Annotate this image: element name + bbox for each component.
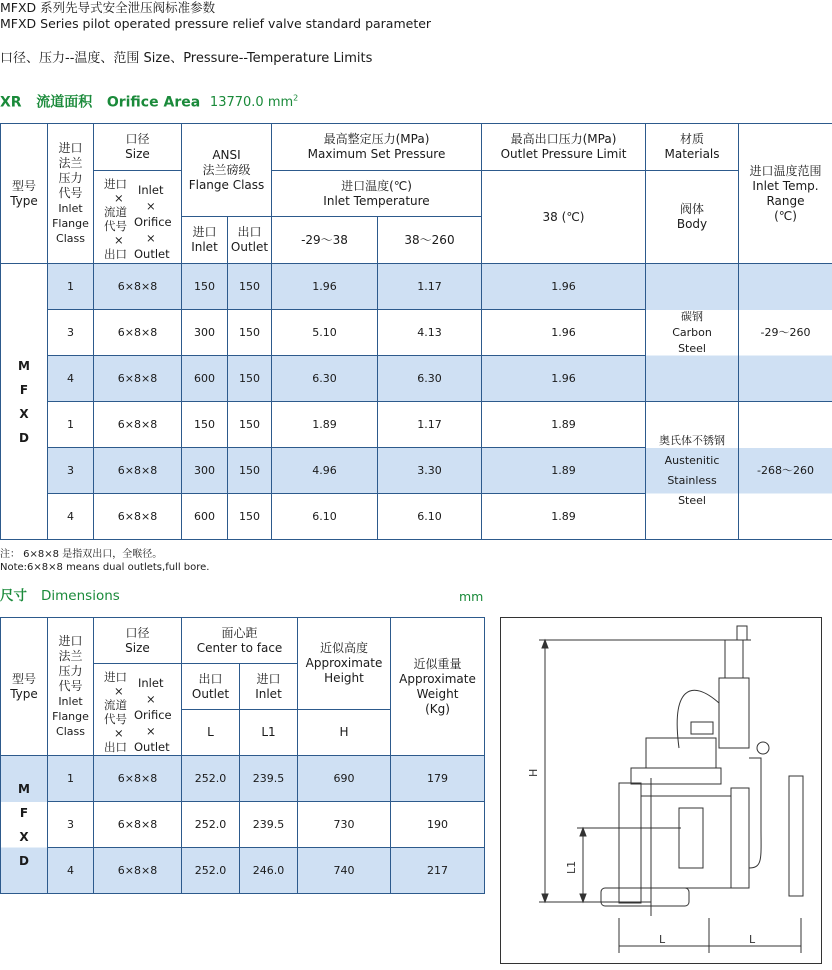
size-cell: 6×8×8	[94, 756, 182, 802]
orifice-cn: 流道面积	[36, 94, 93, 111]
temp2-header: 38～260	[378, 217, 482, 264]
ansi-inlet-header: 进口 Inlet	[182, 217, 228, 264]
outlet-cell: 150	[228, 402, 272, 448]
size-cell: 6×8×8	[94, 402, 182, 448]
H-cell: 740	[298, 848, 391, 894]
H-cell: 730	[298, 802, 391, 848]
outlet-cell: 150	[228, 310, 272, 356]
size-cell: 6×8×8	[94, 264, 182, 310]
parameter-table	[0, 123, 832, 540]
size-header: 口径 Size	[94, 618, 182, 664]
dimensions-title: 尺寸 Dimensions	[0, 588, 120, 604]
W-cell: 217	[391, 848, 485, 894]
p2-cell: 4.13	[378, 310, 482, 356]
outlet-limit-header: 最高出口压力(MPa) Outlet Pressure Limit	[482, 124, 646, 171]
dimensions-unit: mm	[459, 589, 484, 604]
table-row	[1, 402, 832, 448]
outlet-cell: 150	[228, 448, 272, 494]
size-cell: 6×8×8	[94, 848, 182, 894]
flange-header: 进口 法兰 压力 代号 Inlet Flange Class	[48, 618, 94, 756]
inlet-cell: 600	[182, 356, 228, 402]
orifice-value: 13770.0 $mm^2$	[209, 94, 299, 111]
table-row	[1, 756, 485, 802]
dimensions-table	[0, 617, 485, 894]
inlet-header: 进口 Inlet	[240, 664, 298, 710]
p1-cell: 1.89	[272, 402, 378, 448]
p1-cell: 1.96	[272, 264, 378, 310]
p1-cell: 5.10	[272, 310, 378, 356]
flange-cell: 4	[48, 848, 94, 894]
p2-cell: 3.30	[378, 448, 482, 494]
note-en: Note:6×8×8 means dual outlets,full bore.	[0, 562, 210, 573]
flange-cell: 3	[48, 802, 94, 848]
max-set-header: 最高整定压力(MPa) Maximum Set Pressure	[272, 124, 482, 171]
ansi-outlet-header: 出口 Outlet	[228, 217, 272, 264]
title-en: MFXD Series pilot operated pressure relief valve standard parameter	[0, 16, 432, 31]
outlet-cell: 150	[228, 494, 272, 540]
flange-cell: 1	[48, 402, 94, 448]
size-cell: 6×8×8	[94, 802, 182, 848]
flange-cell: 3	[48, 448, 94, 494]
L1-cell: 239.5	[240, 802, 298, 848]
size-cell: 6×8×8	[94, 310, 182, 356]
inlet-cell: 300	[182, 310, 228, 356]
H-header: H	[298, 710, 391, 756]
temp1-header: -29～38	[272, 217, 378, 264]
L1-cell: 246.0	[240, 848, 298, 894]
H-cell: 690	[298, 756, 391, 802]
limit-cell: 1.96	[482, 356, 646, 402]
flange-header: 进口 法兰 压力 代号 Inlet Flange Class	[48, 124, 94, 264]
L1-label: L1	[565, 860, 578, 874]
L1-header: L1	[240, 710, 298, 756]
inlet-cell: 150	[182, 264, 228, 310]
L-label-1: L	[659, 933, 666, 946]
size-subheader: 进口 × 流道 代号 × 出口 Inlet × Orifice × Outlet	[94, 171, 182, 264]
type-header: 型号 Type	[1, 124, 48, 264]
W-cell: 179	[391, 756, 485, 802]
outlet-cell: 150	[228, 264, 272, 310]
H-label: H	[527, 768, 540, 777]
size-header: 口径 Size	[94, 124, 182, 171]
p1-cell: 6.10	[272, 494, 378, 540]
L-header: L	[182, 710, 240, 756]
p2-cell: 6.10	[378, 494, 482, 540]
orifice-line	[0, 90, 298, 112]
type-header: 型号 Type	[1, 618, 48, 756]
center-face-header: 面心距 Center to face	[182, 618, 298, 664]
material-stainless: 奥氏体不锈钢 Austenitic Stainless Steel	[646, 402, 739, 540]
L-label-2: L	[749, 933, 756, 946]
flange-cell: 3	[48, 310, 94, 356]
L-cell: 252.0	[182, 848, 240, 894]
material-carbon: 碳钢 Carbon Steel	[646, 264, 739, 402]
title-cn: MFXD 系列先导式安全泄压阀标准参数	[0, 0, 216, 15]
L1-cell: 239.5	[240, 756, 298, 802]
model-cell: M F X D	[1, 264, 48, 540]
table-row	[1, 848, 485, 894]
note-cn: 注： 6×8×8 是指双出口，全喉径。	[0, 549, 163, 560]
height-header: 近似高度 Approximate Height	[298, 618, 391, 710]
outlet-temp-header: 38 (℃)	[482, 171, 646, 264]
inlet-temp-header: 进口温度(℃) Inlet Temperature	[272, 171, 482, 217]
valve-diagram	[501, 618, 821, 963]
p2-cell: 6.30	[378, 356, 482, 402]
outlet-cell: 150	[228, 356, 272, 402]
valve-drawing	[500, 617, 822, 964]
size-cell: 6×8×8	[94, 494, 182, 540]
limit-cell: 1.96	[482, 264, 646, 310]
range-carbon: -29～260	[739, 264, 832, 402]
range-stainless: -268～260	[739, 402, 832, 540]
subtitle: 口径、压力--温度、范围 Size、Pressure--Temperature Limits	[0, 51, 373, 66]
p2-cell: 1.17	[378, 264, 482, 310]
flange-cell: 1	[48, 264, 94, 310]
inlet-cell: 150	[182, 402, 228, 448]
table-row	[1, 802, 485, 848]
limit-cell: 1.96	[482, 310, 646, 356]
size-cell: 6×8×8	[94, 448, 182, 494]
p2-cell: 1.17	[378, 402, 482, 448]
p1-cell: 6.30	[272, 356, 378, 402]
L-cell: 252.0	[182, 802, 240, 848]
model-cell: M F X D	[1, 756, 48, 894]
L-cell: 252.0	[182, 756, 240, 802]
flange-cell: 1	[48, 756, 94, 802]
orifice-en: Orifice Area	[106, 94, 201, 111]
W-cell: 190	[391, 802, 485, 848]
limit-cell: 1.89	[482, 402, 646, 448]
ansi-header: ANSI 法兰磅级 Flange Class	[182, 124, 272, 217]
flange-cell: 4	[48, 356, 94, 402]
temp-range-header: 进口温度范围 Inlet Temp. Range (℃)	[739, 124, 832, 264]
limit-cell: 1.89	[482, 494, 646, 540]
flange-cell: 4	[48, 494, 94, 540]
size-cell: 6×8×8	[94, 356, 182, 402]
outlet-header: 出口 Outlet	[182, 664, 240, 710]
weight-header: 近似重量 Approximate Weight (Kg)	[391, 618, 485, 756]
inlet-cell: 300	[182, 448, 228, 494]
inlet-cell: 600	[182, 494, 228, 540]
limit-cell: 1.89	[482, 448, 646, 494]
table-row	[1, 264, 832, 310]
size-subheader: 进口 × 流道 代号 × 出口 Inlet × Orifice × Outlet	[94, 664, 182, 756]
orifice-code: XR	[0, 94, 22, 111]
materials-header: 材质 Materials	[646, 124, 739, 171]
p1-cell: 4.96	[272, 448, 378, 494]
body-header: 阀体 Body	[646, 171, 739, 264]
